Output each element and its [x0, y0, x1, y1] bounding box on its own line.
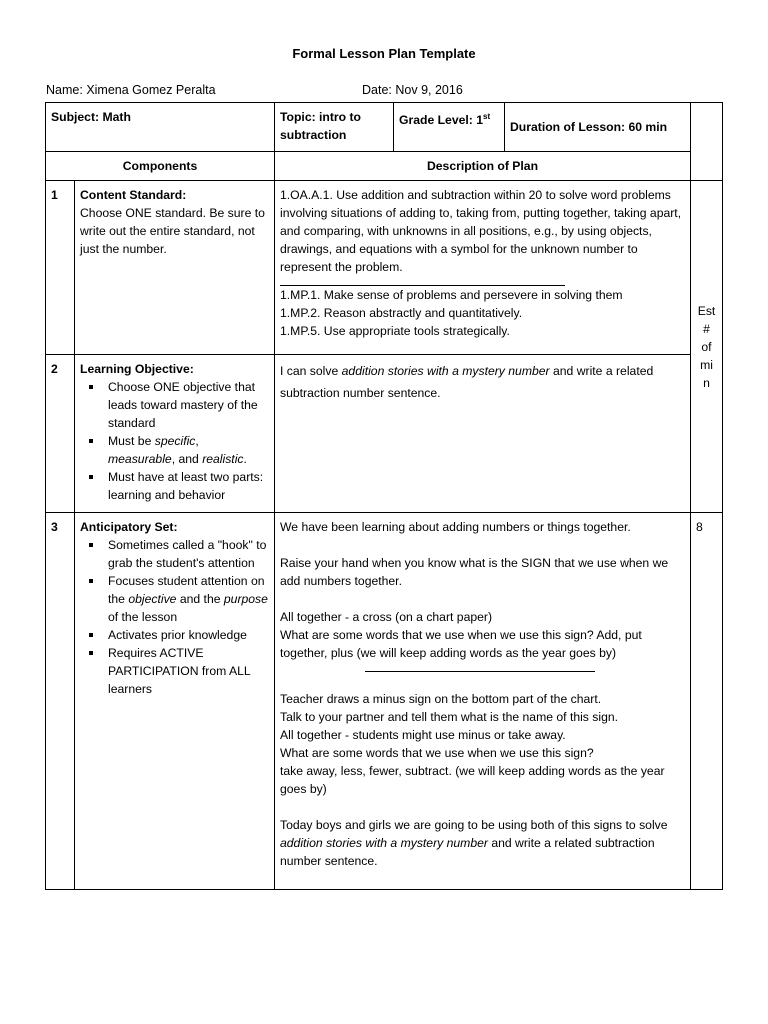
bullet-text: and the: [176, 592, 224, 606]
bullet-item: Activates prior knowledge: [108, 626, 269, 644]
columns-row: [46, 152, 723, 181]
component-title: Content Standard:: [80, 188, 187, 202]
description-header: Description of Plan: [275, 152, 691, 181]
page-title: Formal Lesson Plan Template: [292, 46, 476, 61]
component-bullets: [80, 378, 269, 504]
plan-italic: addition stories with a mystery number: [280, 836, 488, 850]
duration-cell: Duration of Lesson: 60 min: [505, 103, 691, 152]
separator-line: [365, 662, 595, 672]
component-title: Learning Objective:: [80, 362, 194, 376]
plan-paragraph: Talk to your partner and tell them what is the name of this sign.: [280, 710, 619, 724]
bullet-italic: specific: [154, 434, 196, 448]
practice-item: 1.MP.2. Reason abstractly and quantitatively.: [280, 306, 523, 320]
component-bullets: [80, 536, 269, 698]
plan-text: Today boys and girls we are going to be using both of this signs to solve: [280, 818, 668, 832]
component-title: Anticipatory Set:: [80, 520, 178, 534]
plan-paragraph: All together - a cross (on a chart paper): [280, 610, 493, 624]
objective-italic: addition stories with a mystery number: [341, 364, 550, 378]
plan-paragraph: What are some words that we use when we use this sign?: [280, 746, 594, 760]
plan-paragraph: We have been learning about adding numbers or things together.: [280, 520, 631, 534]
plan-paragraph: Teacher draws a minus sign on the bottom part of the chart.: [280, 692, 602, 706]
anticipatory-set-row: [46, 513, 723, 890]
practice-item: 1.MP.1. Make sense of problems and persevere in solving them: [280, 288, 623, 302]
est-label-part: mi: [700, 357, 713, 372]
bullet-item: Must have at least two parts: learning and behavior: [108, 468, 269, 504]
bullet-text: ,: [195, 434, 199, 448]
grade-cell: [394, 103, 505, 152]
bullet-item: Choose ONE objective that leads toward mastery of the standard: [108, 378, 269, 432]
description-cell: [275, 181, 691, 355]
row-number: 3: [46, 513, 75, 890]
component-cell: [75, 355, 275, 513]
date-label: Date:: [362, 83, 392, 97]
bullet-italic: measurable: [108, 452, 172, 466]
row-number: 2: [46, 355, 75, 513]
practice-item: 1.MP.5. Use appropriate tools strategically.: [280, 324, 510, 338]
est-label-part: of: [701, 339, 712, 354]
est-label-part: #: [703, 321, 710, 336]
learning-objective-row: [46, 355, 723, 513]
plan-paragraph: What are some words that we use when we use this sign? Add, put together, plus (we will keep adding words as the year goes by): [280, 628, 642, 660]
separator-line: [280, 276, 565, 286]
bullet-text: , and: [171, 452, 203, 466]
bullet-item: Requires ACTIVE PARTICIPATION from ALL learners: [108, 644, 269, 698]
components-header: Components: [46, 152, 275, 181]
bullet-italic: realistic: [202, 452, 244, 466]
plan-paragraph: Raise your hand when you know what is the SIGN that we use when we add numbers together.: [280, 556, 669, 588]
date-value: Nov 9, 2016: [395, 83, 463, 97]
standard-text: 1.OA.A.1. Use addition and subtraction within 20 to solve word problems involving situations of adding to, taking from, putting together, taking apart, and comparing, with unknowns in all positions, e.g., by using objects, drawings, and equations with a symbol for the unknown number to represent the problem.: [280, 188, 682, 274]
grade-sup: st: [483, 112, 491, 121]
plan-paragraph: [280, 816, 685, 870]
name-label: Name:: [46, 83, 83, 97]
description-cell: [275, 513, 691, 890]
est-minutes-label: [691, 181, 723, 513]
est-label-part: Est: [697, 303, 716, 318]
subject-cell: Subject: Math: [46, 103, 275, 152]
bullet-item: [108, 432, 269, 468]
plan-text: and write a related subtraction number sentence.: [280, 836, 655, 868]
name-value: Ximena Gomez Peralta: [86, 83, 216, 97]
bullet-text: Focuses student attention on the: [108, 574, 265, 606]
bullet-italic: purpose: [223, 592, 268, 606]
bullet-text: Must be: [108, 434, 155, 448]
lesson-plan-table: [45, 102, 723, 890]
component-text: Choose ONE standard. Be sure to write out the entire standard, not just the number.: [80, 206, 265, 256]
bullet-italic: objective: [128, 592, 177, 606]
description-cell: [275, 355, 691, 513]
est-header-blank: [691, 103, 723, 181]
bullet-text: .: [243, 452, 247, 466]
row-number: 1: [46, 181, 75, 355]
header-row: [46, 103, 723, 152]
plan-paragraph: take away, less, fewer, subtract. (we will keep adding words as the year goes by): [280, 764, 665, 796]
bullet-text: of the lesson: [108, 610, 178, 624]
est-label-part: n: [703, 375, 710, 390]
component-cell: [75, 513, 275, 890]
component-cell: [75, 181, 275, 355]
est-minutes-value: 8: [691, 513, 723, 890]
objective-text: I can solve: [280, 364, 342, 378]
content-standard-row: [46, 181, 723, 355]
date-line: [362, 83, 463, 97]
objective-text: and write a related subtraction number sentence.: [280, 364, 654, 400]
bullet-item: Sometimes called a "hook" to grab the student's attention: [108, 536, 269, 572]
bullet-item: [108, 572, 269, 626]
plan-paragraph: All together - students might use minus or take away.: [280, 728, 566, 742]
name-line: [46, 83, 216, 97]
topic-cell: Topic: intro to subtraction: [275, 103, 394, 152]
grade-text: Grade Level: 1: [399, 113, 483, 128]
